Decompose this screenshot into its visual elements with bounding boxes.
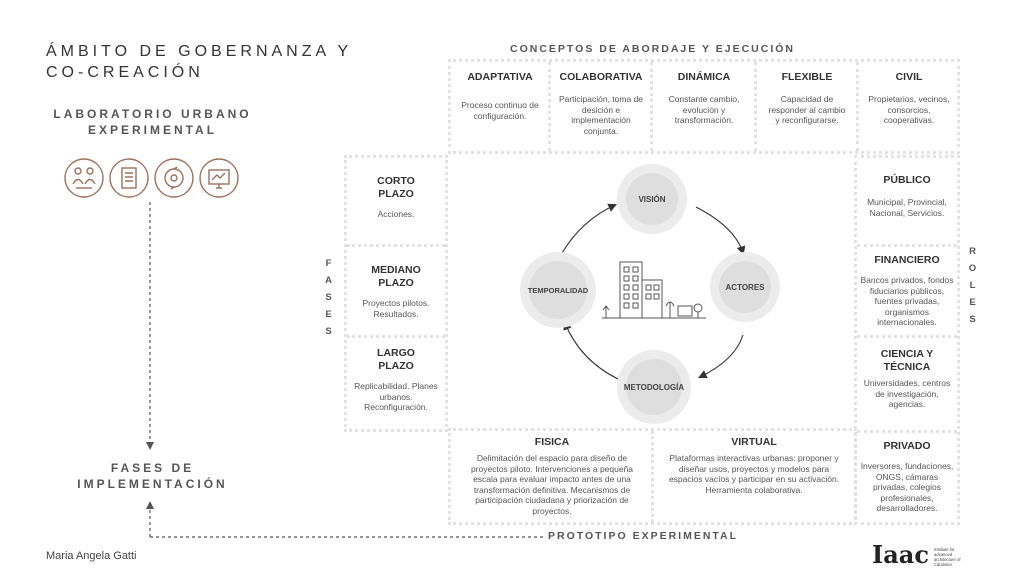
- main-title-line2: CO-CREACIÓN: [46, 64, 204, 81]
- main-title-line1: ÁMBITO DE GOBERNANZA Y: [46, 43, 353, 60]
- cycle-node-actores-inner: [719, 261, 771, 313]
- document-icon: [113, 162, 145, 199]
- prototype-label: PROTOTIPO EXPERIMENTAL: [548, 530, 739, 542]
- concept-flexible: [758, 71, 856, 126]
- divider: [754, 62, 757, 151]
- cycle-node-metodologia-inner: [623, 359, 685, 415]
- cycle-label-temporalidad: TEMPORALIDAD: [527, 285, 589, 295]
- cycle-label-metodologia: METODOLOGÍA: [623, 382, 685, 392]
- phase-title-line1: LARGO: [377, 347, 415, 359]
- role-title: PÚBLICO: [883, 174, 931, 186]
- logo-text: Iaac: [872, 540, 929, 569]
- cycle-node-temporalidad-inner: [529, 261, 587, 319]
- phase-title-line2: PLAZO: [378, 188, 414, 200]
- prototype-text: Delimitación del espacio para diseño de proyectos piloto. Intervenciones a pequeña escala para evaluar impacto antes de una transformación definitiva. Mecanismos de participación ciudadana y priorización de proyectos.: [470, 453, 634, 516]
- divider: [548, 62, 551, 151]
- divider: [857, 244, 957, 247]
- role-ciencia: [857, 348, 957, 410]
- role-title: FINANCIERO: [874, 254, 940, 266]
- concept-colaborativa: [552, 71, 650, 136]
- role-privado: [857, 440, 957, 514]
- prototype-fisica: [456, 436, 648, 516]
- concepts-header: CONCEPTOS DE ABORDAJE Y EJECUCIÓN: [510, 43, 795, 55]
- phase-title-line2: PLAZO: [378, 277, 414, 289]
- divider: [650, 62, 653, 151]
- lab-title-line1: LABORATORIO URBANO: [53, 107, 252, 121]
- role-text: Universidades, centros de investigación, agencias.: [863, 378, 951, 409]
- concept-text: Capacidad de responder al cambio y reconfigurarse.: [768, 94, 846, 125]
- author-name: Maria Angela Gatti: [46, 550, 137, 562]
- cycle-node-vision: [617, 164, 687, 234]
- implementation-title-line2: IMPLEMENTACIÓN: [77, 477, 228, 491]
- cycle-label-actores: ACTORES: [725, 282, 765, 292]
- phase-text: Replicabilidad. Planes urbanos. Reconfiguración.: [354, 381, 438, 412]
- implementation-title-line1: FASES DE: [110, 461, 195, 475]
- cycle-node-metodologia: [617, 350, 691, 424]
- phase-title-line1: MEDIANO: [371, 264, 421, 276]
- role-text: Municipal, Provincial, Nacional, Servicios.: [867, 197, 947, 218]
- divider: [857, 430, 957, 433]
- concept-title: DINÁMICA: [677, 71, 731, 83]
- concept-civil: [860, 71, 958, 126]
- roles-vertical-label: R O L E S: [968, 246, 978, 325]
- prototype-text: Plataformas interactivas urbanas: proponer y diseñar usos, proyectos y modelos para espacios vacíos y participar en su activación. Herramienta colaborativa.: [668, 453, 840, 495]
- city-buildings-icon: [598, 258, 710, 322]
- cycle-node-vision-inner: [626, 173, 678, 225]
- prototype-title: FISICA: [534, 436, 570, 448]
- divider: [651, 431, 654, 522]
- prototype-virtual: [658, 436, 850, 495]
- fases-vertical-label: F A S E S: [325, 258, 333, 337]
- role-title: CIENCIA Y TÉCNICA: [880, 348, 934, 373]
- role-financiero: [857, 254, 957, 328]
- concept-text: Propietarios, vecinos, consorcios, cooperativas.: [868, 94, 950, 125]
- divider: [347, 335, 445, 338]
- phase-text: Proyectos pilotos. Resultados.: [362, 298, 430, 319]
- cycle-node-temporalidad: [520, 252, 596, 328]
- divider: [856, 62, 859, 151]
- role-publico: [857, 174, 957, 218]
- phase-largo: [347, 347, 445, 413]
- down-arrow: [140, 200, 160, 460]
- logo-caption: Institute for advanced architecture of Catalonia: [933, 547, 961, 567]
- people-icon: [68, 162, 100, 199]
- concept-title: CIVIL: [895, 71, 923, 83]
- iaac-logo: [872, 540, 974, 569]
- phase-title-line2: PLAZO: [378, 360, 414, 372]
- lab-title-line2: EXPERIMENTAL: [87, 123, 218, 137]
- role-text: Bancos privados, fondos fiduciarios públicos, fuentes privadas, organismos internacionales.: [860, 275, 954, 327]
- cycle-label-vision: VISIÓN: [638, 194, 666, 204]
- screen-icon: [203, 162, 235, 199]
- concept-text: Constante cambio, evolución y transformación.: [668, 94, 740, 125]
- role-title: PRIVADO: [883, 440, 931, 452]
- phase-mediano: [347, 264, 445, 319]
- concept-title: COLABORATIVA: [559, 71, 643, 83]
- concept-dinamica: [654, 71, 754, 126]
- concept-text: Participación, toma de desición e implementación conjunta.: [558, 94, 644, 136]
- divider: [347, 244, 445, 247]
- concept-adaptativa: [452, 71, 548, 121]
- phase-text: Acciones.: [377, 209, 415, 219]
- phase-corto: [347, 175, 445, 220]
- cycle-node-actores: [710, 252, 780, 322]
- concept-title: FLEXIBLE: [781, 71, 833, 83]
- phase-title-line1: CORTO: [377, 175, 415, 187]
- role-text: Inversores, fundaciones, ONGS, cámaras privadas, colegios profesionales, desarrolladores.: [860, 461, 954, 513]
- concept-text: Proceso continuo de configuración.: [461, 100, 539, 121]
- prototype-title: VIRTUAL: [731, 436, 777, 448]
- divider: [857, 335, 957, 338]
- cycle-icon: [158, 162, 190, 199]
- concept-title: ADAPTATIVA: [467, 71, 533, 83]
